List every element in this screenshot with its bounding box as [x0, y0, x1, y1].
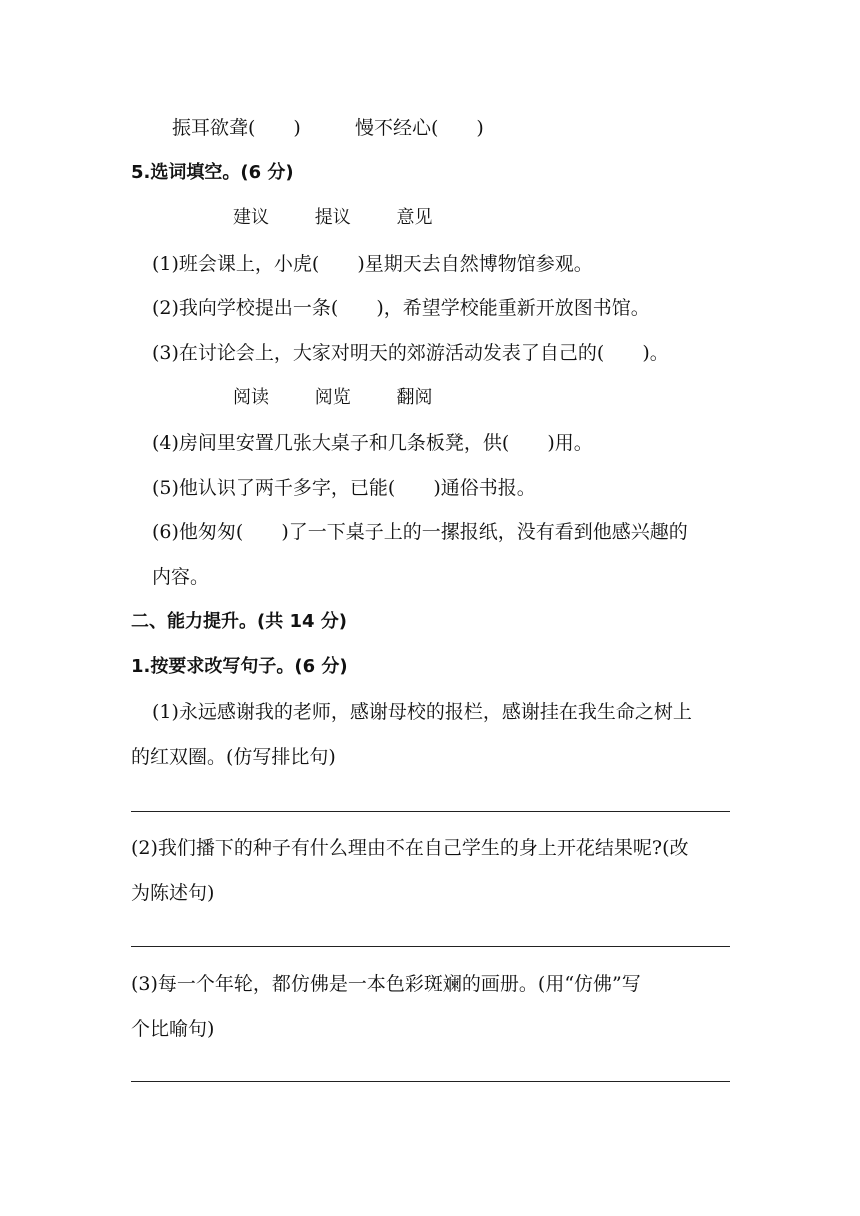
- q5-item-6-line2: 内容。: [152, 566, 210, 588]
- q5-word-bank-1: [233, 206, 472, 230]
- section2-heading: 二、能力提升。(共 14 分): [131, 611, 348, 632]
- q5-item-4: (4)房间里安置几张大桌子和几条板凳，供( )用。: [152, 432, 593, 454]
- section2-q1-heading: 1.按要求改写句子。(6 分): [131, 656, 348, 677]
- rewrite-2-line2: 为陈述句): [131, 882, 215, 904]
- q5-item-6-line1: (6)他匆匆( )了一下桌子上的一摞报纸，没有看到他感兴趣的: [152, 521, 688, 543]
- q5-item-3: (3)在讨论会上，大家对明天的郊游活动发表了自己的( )。: [152, 342, 669, 364]
- word-option: 阅读: [233, 387, 269, 408]
- q4-item-a: 振耳欲聋( ): [172, 117, 301, 139]
- word-option: 提议: [314, 207, 351, 228]
- answer-line-1[interactable]: [131, 811, 730, 812]
- answer-line-3[interactable]: [131, 1081, 730, 1082]
- rewrite-1-line1: (1)永远感谢我的老师，感谢母校的报栏，感谢挂在我生命之树上: [152, 701, 692, 723]
- answer-line-2[interactable]: [131, 946, 730, 947]
- rewrite-1-line2: 的红双圈。(仿写排比句): [131, 746, 336, 768]
- rewrite-3-line1: (3)每一个年轮，都仿佛是一本色彩斑斓的画册。(用“仿佛”写: [131, 973, 641, 995]
- word-option: 阅览: [314, 387, 351, 408]
- word-option: 翻阅: [396, 387, 433, 408]
- q4-item-b: 慢不经心( ): [355, 117, 484, 139]
- rewrite-2-line1: (2)我们播下的种子有什么理由不在自己学生的身上开花结果呢?(改: [131, 837, 689, 859]
- q5-item-2: (2)我向学校提出一条( )，希望学校能重新开放图书馆。: [152, 297, 650, 319]
- q5-item-1: (1)班会课上，小虎( )星期天去自然博物馆参观。: [152, 253, 593, 275]
- q5-heading: 5.选词填空。(6 分): [131, 162, 294, 183]
- word-option: 意见: [396, 207, 433, 228]
- q5-item-5: (5)他认识了两千多字，已能( )通俗书报。: [152, 477, 536, 499]
- word-option: 建议: [233, 207, 269, 228]
- rewrite-3-line2: 个比喻句): [131, 1018, 215, 1040]
- q5-word-bank-2: [233, 386, 472, 410]
